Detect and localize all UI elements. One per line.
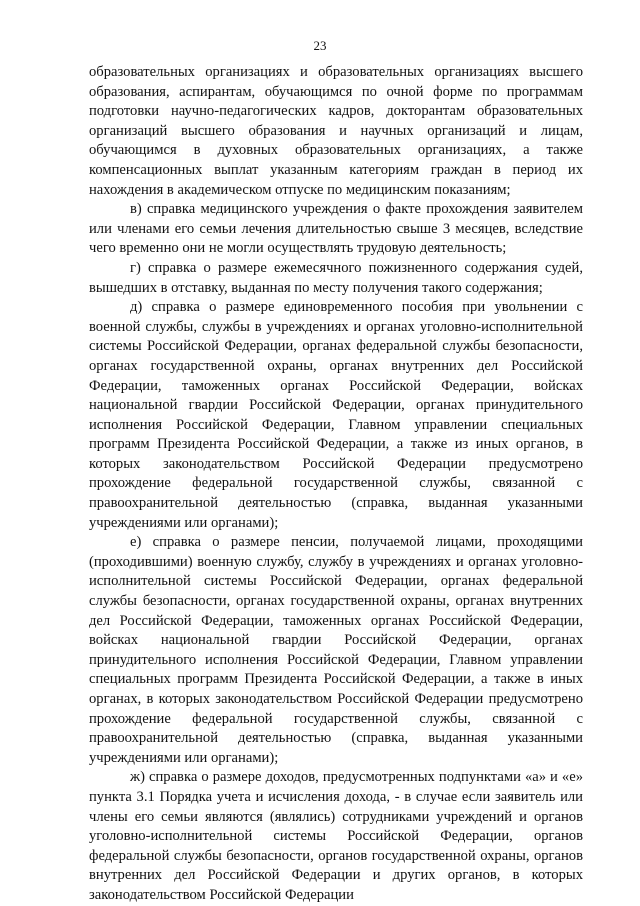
page-number: 23	[313, 38, 327, 53]
paragraph-continuation: образовательных организациях и образовательных организациях высшего образования, аспирантам, обучающимся по очной форме по программам подготовки научно-педагогических кадров, докторантам образовательных организаций высшего образования и научных организаций и лицам, обучающимся в духовных образовательных организациях, а также компенсационных выплат указанным категориям граждан в период их нахождения в академическом отпуске по медицинским показаниям;	[89, 64, 583, 198]
body-text	[89, 63, 583, 906]
paragraph-item-v: в) справка медицинского учреждения о факте прохождения заявителем или членами его семьи лечения длительностью свыше 3 месяцев, вследствие чего временно они не могли осуществлять трудовую деятельность;	[89, 201, 583, 257]
paragraph-item-e: е) справка о размере пенсии, получаемой лицами, проходящими (проходившими) военную службу, службу в учреждениях и органах уголовно-исполнительной системы Российской Федерации, органах федеральной службы безопасности, органах государственной охраны, органах внутренних дел Российской Федерации, таможенных органах Российской Федерации, войсках национальной гвардии Российской Федерации, органах принудительного исполнения Российской Федерации, Главном управлении специальных программ Президента Российской Федерации, а также в иных органах, в которых законодательством Российской Федерации предусмотрено прохождение федеральной государственной службы, связанной с правоохранительной деятельностью (справка, выданная указанными учреждениями или органами);	[89, 534, 583, 766]
paragraph-item-zh: ж) справка о размере доходов, предусмотренных подпунктами «а» и «е» пункта 3.1 Порядка учета и исчисления дохода, - в случае если заявитель или члены его семьи являются (являлись) сотрудниками учреждений и органов уголовно-исполнительной системы Российской Федерации, органов федеральной службы безопасности, органов государственной охраны, органов внутренних дел Российской Федерации и других органов, в которых законодательством Российской Федерации	[89, 769, 583, 903]
paragraph-item-g: г) справка о размере ежемесячного пожизненного содержания судей, вышедших в отставку, выданная по месту получения такого содержания;	[89, 259, 583, 296]
paragraph-item-d: д) справка о размере единовременного пособия при увольнении с военной службы, службы в учреждениях и органах уголовно-исполнительной системы Российской Федерации, органах федеральной службы безопасности, органах государственной охраны, органах внутренних дел Российской Федерации, таможенных органах Российской Федерации, войсках национальной гвардии Российской Федерации, органах принудительного исполнения Российской Федерации, Главном управлении специальных программ Президента Российской Федерации, а также из иных органов, в которых законодательством Российской Федерации предусмотрено прохождение федеральной государственной службы, связанной с правоохранительной деятельностью (справка, выданная указанными учреждениями или органами);	[89, 299, 583, 531]
